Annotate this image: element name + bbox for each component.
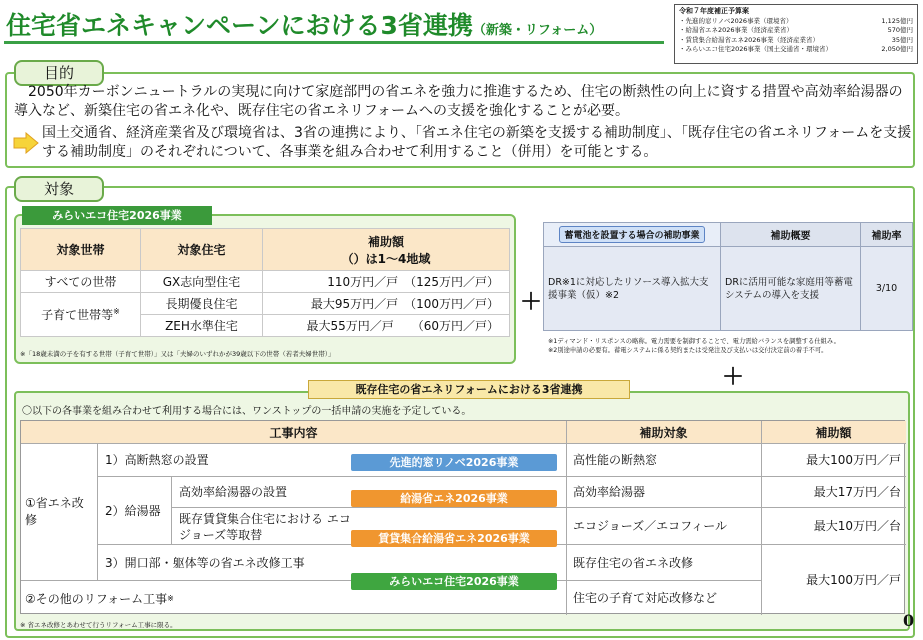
table-row bbox=[544, 247, 913, 331]
header-target: 補助対象 bbox=[639, 425, 688, 440]
renovation-note: ※ 省エネ改修とあわせて行うリフォーム工事に限る。 bbox=[20, 621, 177, 629]
target-label: 対象 bbox=[14, 176, 104, 202]
budget-item: ・先進的窓リノベ2026事業（環境省） 1,125億円 bbox=[679, 16, 913, 25]
amount: 最大95万円／戸 （100万円／戸） bbox=[263, 293, 510, 315]
plus-sign: ＋ bbox=[722, 365, 745, 390]
header-house: 対象住宅 bbox=[141, 229, 263, 271]
target-heater: 高効率給湯器 bbox=[573, 485, 646, 499]
house-type: ZEH水準住宅 bbox=[141, 315, 263, 337]
amount: 110万円／戸 （125万円／戸） bbox=[263, 271, 510, 293]
target-window: 高性能の断熱窓 bbox=[573, 453, 658, 467]
battery-notes: ※1ディマンド・リスポンスの略称。電力需要を制御することで、電力需給バランスを調整する仕組み。 ※2別途申請の必要有。蓄電システムに係る契約または受発注及び支払いは交付決定前の着手不可。 bbox=[548, 338, 840, 354]
renovation-tag: 既存住宅の省エネリフォームにおける3省連携 bbox=[308, 380, 630, 399]
header-amount: 補助額 （）は1～4地域 bbox=[263, 229, 510, 271]
work-high-efficiency-heater: 高効率給湯器の設置 bbox=[179, 485, 288, 499]
battery-rate: 3/10 bbox=[861, 247, 913, 331]
renovation-intro: 〇以下の各事業を組み合わせて利用する場合には、ワンストップの一括申請の実施を予定している。 bbox=[22, 406, 472, 417]
amount-window: 最大100万円／戸 bbox=[806, 453, 901, 467]
mirai-eco-tag: みらいエコ住宅2026事業 bbox=[22, 206, 212, 225]
budget-item: ・賃貸集合給湯省エネ2026事業（経済産業省） 35億円 bbox=[679, 35, 913, 44]
target-existing-house: 既存住宅の省エネ改修 bbox=[573, 555, 694, 570]
table-row bbox=[21, 293, 510, 315]
mirai-eco-table bbox=[20, 228, 510, 337]
battery-program: DR※1に対応したリソース導入拡大支援事業（仮）※2 bbox=[544, 247, 721, 331]
budget-item: ・みらいエコ住宅2026事業（国土交通省・環境省） 2,050億円 bbox=[679, 45, 913, 53]
group-energy-renovation: ①省エネ改修 bbox=[25, 495, 84, 527]
header-amount: 補助額 bbox=[815, 425, 852, 440]
purpose-label: 目的 bbox=[14, 60, 104, 86]
title-underline bbox=[4, 41, 664, 44]
target-childcare: 住宅の子育て対応改修など bbox=[573, 591, 718, 605]
header-work: 工事内容 bbox=[269, 425, 318, 440]
group-other-reform: ②その他のリフォーム工事 ※ bbox=[25, 591, 174, 606]
page-title: 住宅省エネキャンペーンにおける3省連携（新築・リフォーム） bbox=[6, 11, 603, 40]
amount-heater: 最大17万円／台 bbox=[813, 485, 901, 499]
work-opening-frame: 3）開口部・躯体等の省エネ改修工事 bbox=[105, 555, 305, 570]
budget-heading: 令和７年度補正予算案 bbox=[679, 7, 749, 15]
renovation-table bbox=[20, 420, 905, 614]
battery-header-overview: 補助概要 bbox=[721, 223, 861, 247]
amount-rental: 最大10万円／台 bbox=[813, 519, 901, 533]
budget-box bbox=[674, 4, 918, 64]
header-household: 対象世帯 bbox=[21, 229, 141, 271]
purpose-paragraph-1: 2050年カーボンニュートラルの実現に向けて家庭部門の省エネを強力に推進するため、住宅の断熱性の向上に資する措置や高効率給湯器の導入など、新築住宅の省エネ化や、既存住宅の省エネリフォームへの支援を強化することが必要。 bbox=[14, 84, 903, 119]
target-rental: エコジョーズ／エコフィール bbox=[573, 519, 727, 533]
house-type: GX志向型住宅 bbox=[141, 271, 263, 293]
battery-table bbox=[543, 222, 913, 331]
mirai-eco-note: ※「18歳未満の子を有する世帯（子育て世帯）」又は「夫婦のいずれかが39歳以下の世帯（若者夫婦世帯）」 bbox=[20, 350, 335, 358]
house-type: 長期優良住宅 bbox=[141, 293, 263, 315]
right-arrow-icon bbox=[13, 132, 39, 154]
plus-sign: ＋ bbox=[520, 290, 543, 315]
battery-header-rate: 補助率 bbox=[861, 223, 913, 247]
work-rental-ecojozu: 既存賃貸集合住宅における エコジョーズ等取替 bbox=[179, 511, 351, 542]
program-rental-badge: 賃貸集合給湯省エネ2026事業 bbox=[351, 530, 557, 547]
household-all: すべての世帯 bbox=[21, 271, 141, 293]
table-row bbox=[21, 271, 510, 293]
battery-overview: DRに活用可能な家庭用等蓄電システムの導入を支援 bbox=[721, 247, 861, 331]
battery-header-label: 蓄電池を設置する場合の補助事業 bbox=[544, 223, 721, 247]
program-window-badge: 先進的窓リノベ2026事業 bbox=[351, 454, 557, 471]
purpose-paragraph-2: 国土交通省、経済産業省及び環境省は、3省の連携により、「省エネ住宅の新築を支援する補助制度」、「既存住宅の省エネリフォームを支援する補助制度」のそれぞれについて、各事業を組み合わせて利用すること（併用）を可能とする。 bbox=[42, 125, 912, 160]
page-subtitle: （新築・リフォーム） bbox=[472, 23, 603, 38]
budget-item: ・給湯省エネ2026事業（経済産業省） 570億円 bbox=[679, 26, 913, 34]
work-window: 1）高断熱窓の設置 bbox=[105, 453, 209, 467]
amount: 最大55万円／戸 （60万円／戸） bbox=[263, 315, 510, 337]
program-heater-badge: 給湯省エネ2026事業 bbox=[351, 490, 557, 507]
household-child: 子育て世帯等※ bbox=[21, 293, 141, 337]
program-mirai-badge: みらいエコ住宅2026事業 bbox=[351, 573, 557, 590]
work-water-heater: 2）給湯器 bbox=[105, 503, 161, 518]
amount-mirai: 最大100万円／戸 bbox=[806, 573, 901, 587]
page-number: 0 bbox=[903, 611, 915, 630]
